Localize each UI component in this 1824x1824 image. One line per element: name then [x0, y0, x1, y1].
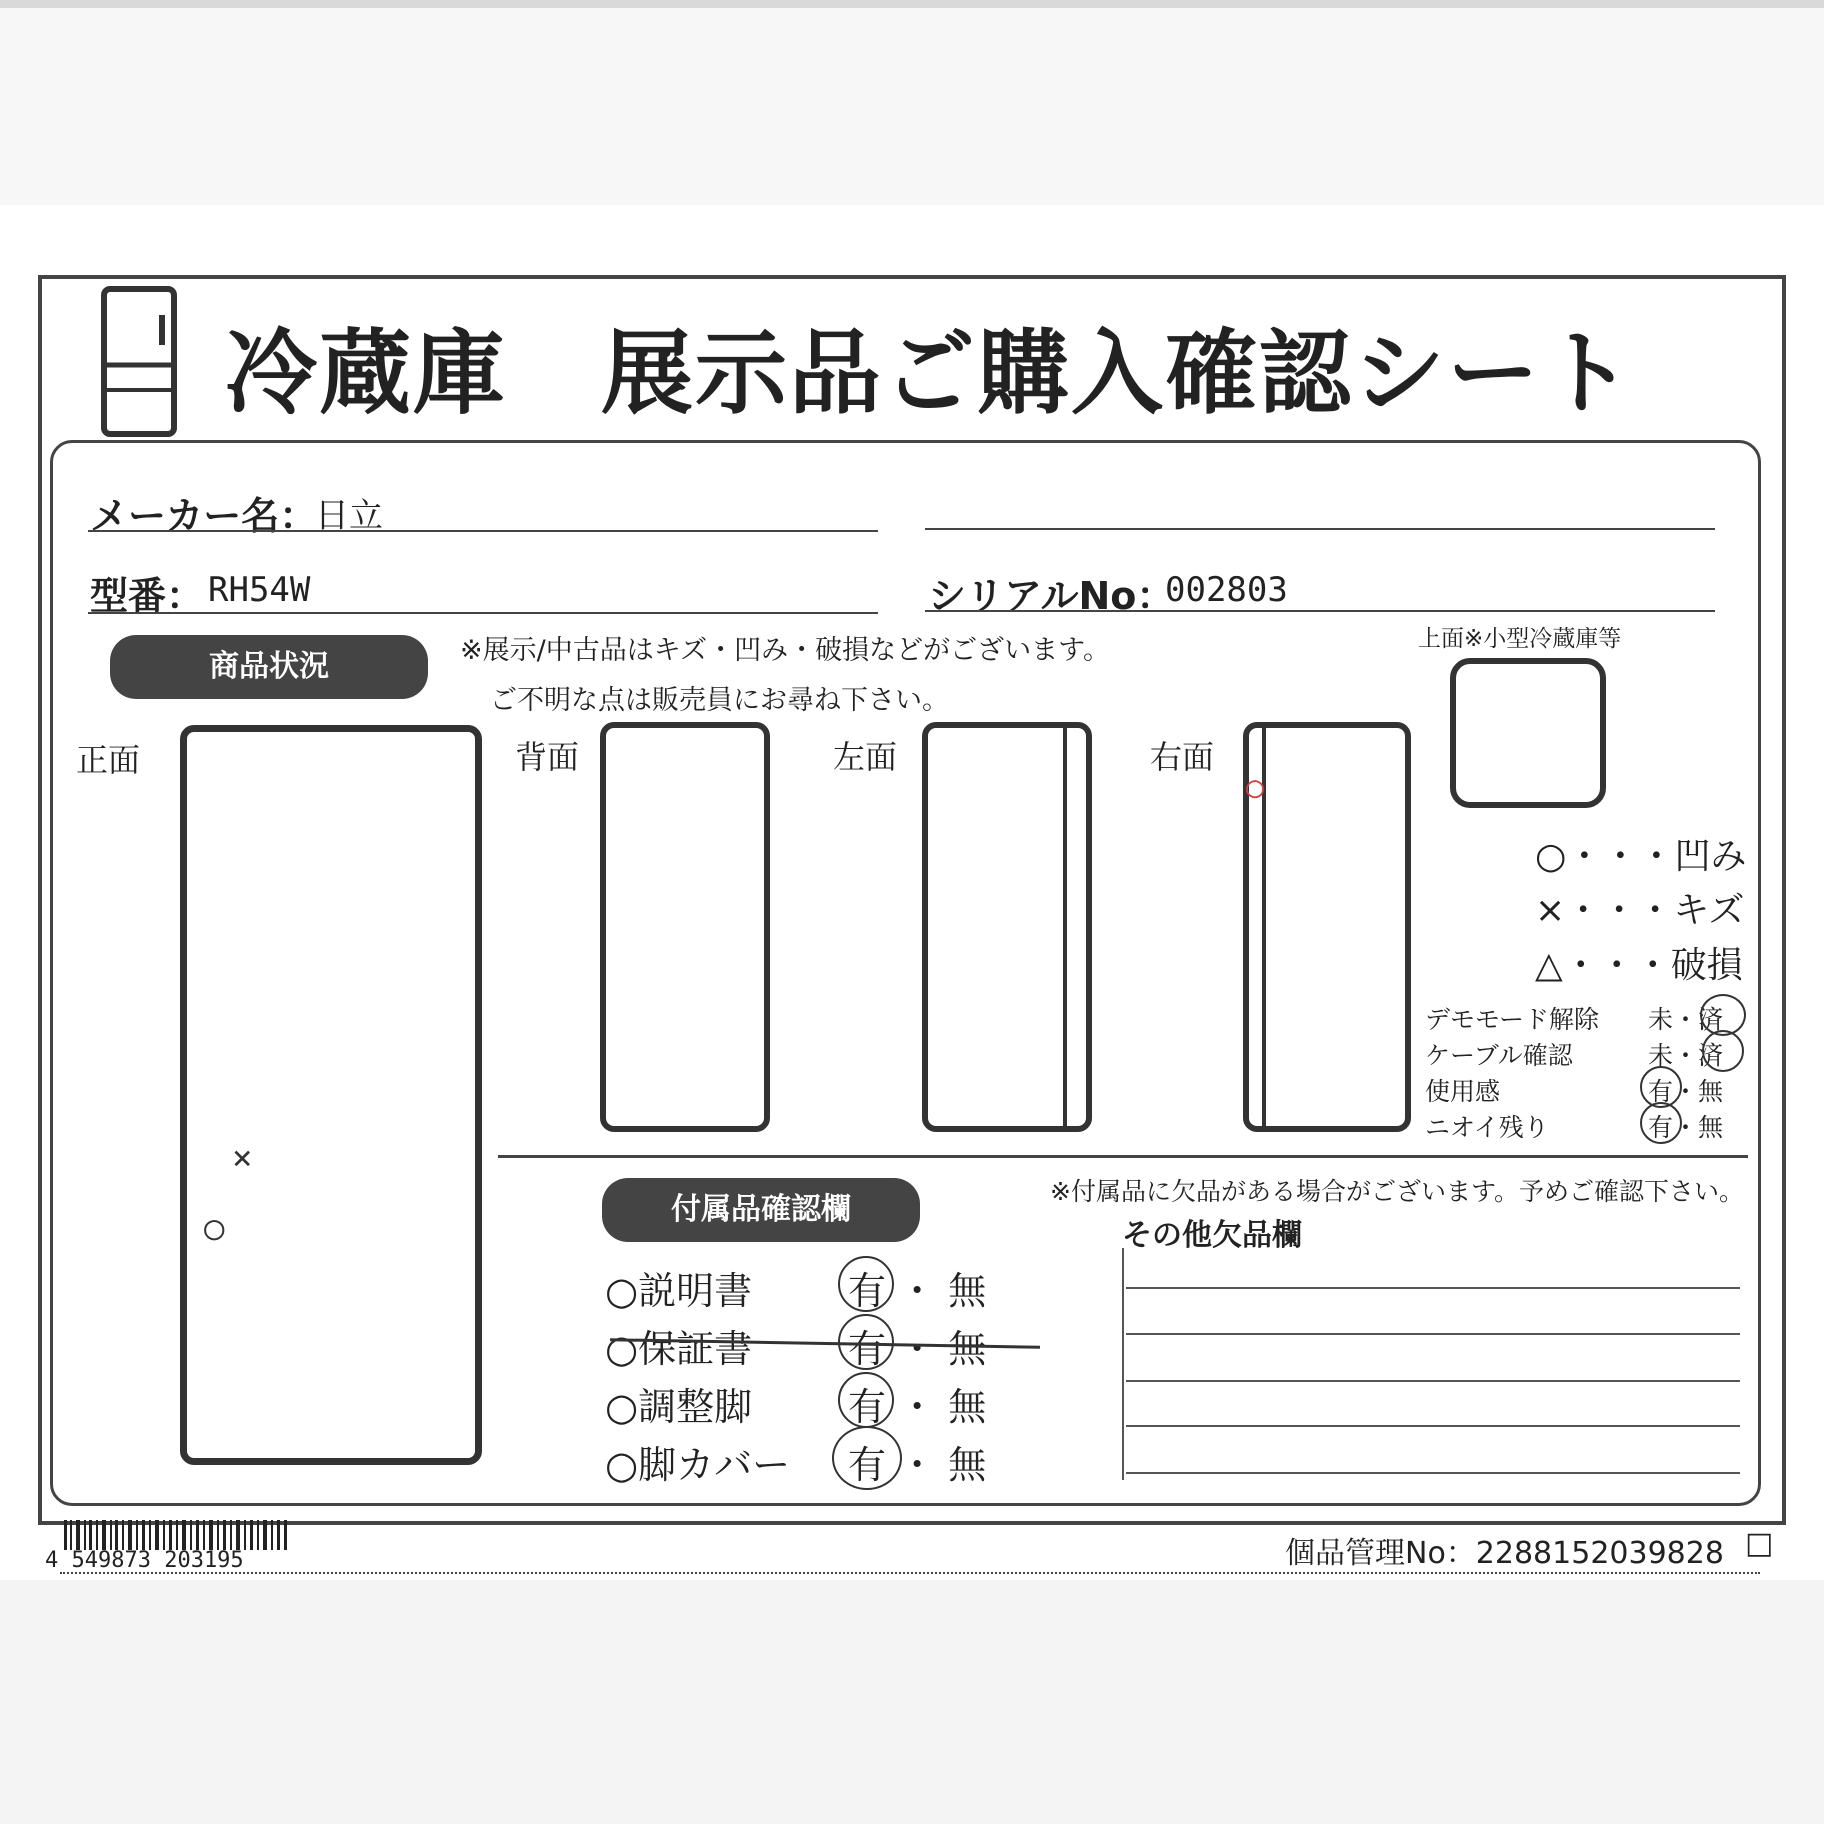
condition-header: 商品状況: [110, 635, 428, 699]
accessories-header: 付属品確認欄: [602, 1178, 920, 1242]
other-missing-bracket: [1122, 1248, 1124, 1480]
check-usage-options: 有・無: [1648, 1077, 1724, 1106]
other-missing-line-5: [1126, 1472, 1740, 1474]
selected-circle-cable: [1702, 1030, 1744, 1072]
maker-label: メーカー名：: [90, 494, 318, 538]
legend-damage: △・・・破損: [1535, 945, 1743, 986]
face-label-top: 上面※小型冷蔵庫等: [1418, 626, 1622, 652]
selected-circle-odor: [1640, 1102, 1682, 1144]
accessories-note: ※付属品に欠品がある場合がございます。予めご確認下さい。: [1050, 1177, 1744, 1206]
accessory-manual-options: 有 ・ 無: [848, 1269, 987, 1313]
face-label-left: 左面: [833, 738, 898, 776]
page-title: 冷蔵庫 展示品ご購入確認シート: [225, 320, 1636, 427]
face-label-back: 背面: [515, 738, 580, 776]
front-face-box: [180, 725, 482, 1465]
front-dent-mark: ○: [204, 1208, 225, 1248]
check-cable-options: 未・済: [1648, 1041, 1724, 1070]
section-divider: [498, 1155, 1748, 1158]
accessory-adjuster-label: ○調整脚: [605, 1385, 753, 1429]
face-label-right: 右面: [1150, 738, 1215, 776]
selected-circle-leg-cover: [832, 1426, 902, 1490]
right-dent-mark: ○: [1246, 770, 1265, 805]
other-missing-line-1: [1126, 1287, 1740, 1289]
scan-top-strip: [0, 0, 1824, 208]
legend-dent: ○・・・凹み: [1535, 836, 1747, 877]
accessory-manual-label: ○説明書: [605, 1269, 753, 1313]
check-demo-mode-options: 未・済: [1648, 1005, 1724, 1034]
check-cable-label: ケーブル確認: [1425, 1041, 1573, 1070]
other-missing-label: その他欠品欄: [1122, 1218, 1302, 1253]
face-label-front: 正面: [76, 741, 141, 779]
left-face-edge-line: [1063, 728, 1067, 1126]
cut-line: [60, 1572, 1760, 1574]
condition-note-1: ※展示/中古品はキズ・凹み・破損などがございます。: [460, 635, 1111, 666]
barcode-digits: 4 549873 203195: [45, 1548, 244, 1573]
check-odor-options: 有・無: [1648, 1113, 1724, 1142]
serial-label: シリアルNo：: [928, 574, 1175, 618]
management-number: 個品管理No：2288152039828: [1285, 1536, 1724, 1571]
other-missing-line-3: [1126, 1380, 1740, 1382]
serial-value: 002803: [1165, 570, 1288, 610]
check-usage-label: 使用感: [1425, 1077, 1501, 1106]
top-face-box: [1450, 658, 1606, 808]
accessory-leg-cover-options: 有 ・ 無: [848, 1443, 987, 1487]
selected-circle-warranty: [838, 1314, 894, 1370]
maker-value: 日立: [315, 496, 383, 536]
right-face-box: [1243, 722, 1411, 1132]
back-face-box: [600, 722, 770, 1132]
model-value: RH54W: [208, 570, 311, 610]
accessory-leg-cover-label: ○脚カバー: [605, 1443, 791, 1487]
check-odor-label: ニオイ残り: [1425, 1113, 1549, 1142]
other-missing-line-4: [1126, 1425, 1740, 1427]
model-underline: [88, 612, 878, 614]
maker-underline: [88, 530, 878, 532]
serial-underline: [925, 610, 1715, 612]
selected-circle-manual: [838, 1256, 894, 1312]
front-scratch-mark: ×: [232, 1138, 253, 1178]
accessory-warranty-label: ○保証書: [605, 1327, 753, 1371]
condition-note-2: ご不明な点は販売員にお尋ね下さい。: [490, 685, 949, 716]
blank-underline: [925, 528, 1715, 530]
accessory-adjuster-options: 有 ・ 無: [848, 1385, 987, 1429]
management-checkbox[interactable]: □: [1745, 1526, 1774, 1561]
other-missing-line-2: [1126, 1333, 1740, 1335]
check-demo-mode-label: デモモード解除: [1425, 1005, 1600, 1034]
barcode: [62, 1520, 290, 1550]
model-label: 型番：: [90, 574, 205, 618]
fridge-icon: [100, 285, 180, 440]
selected-circle-adjuster: [838, 1372, 894, 1428]
accessory-warranty-options: 有 ・ 無: [848, 1327, 987, 1371]
legend-scratch: ×・・・キズ: [1535, 890, 1745, 931]
